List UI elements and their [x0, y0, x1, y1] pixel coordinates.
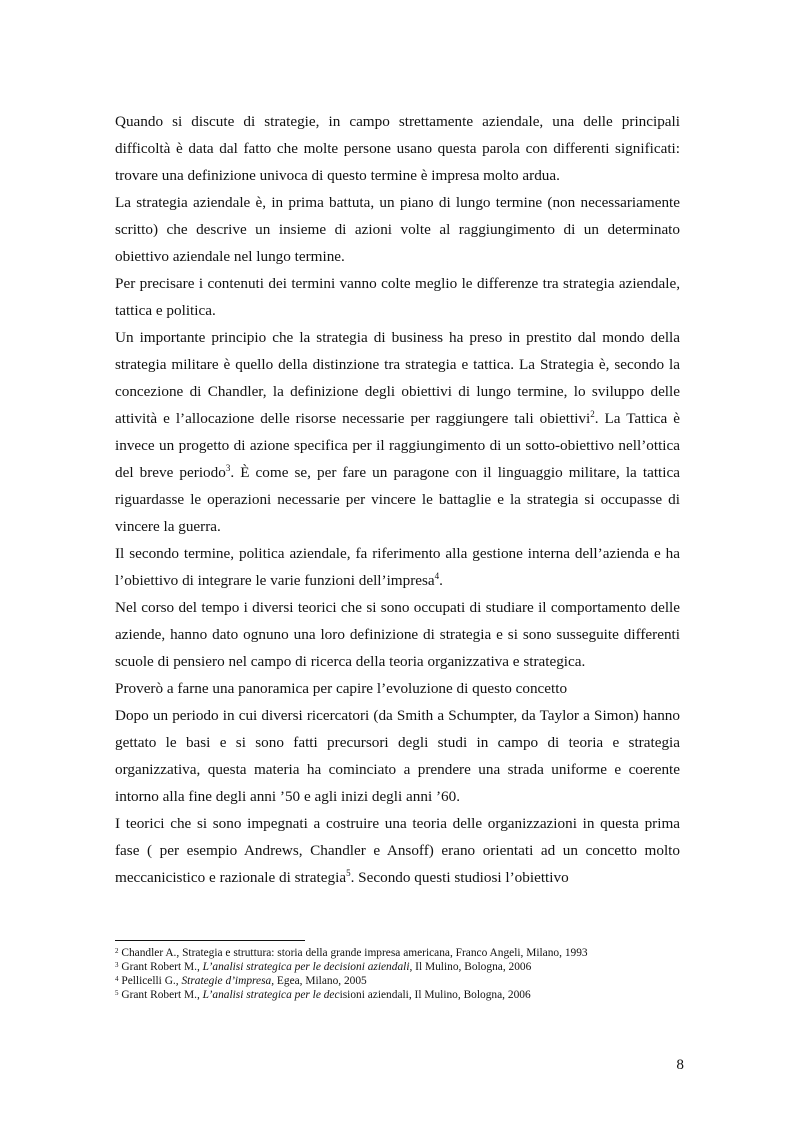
footnote: [115, 974, 695, 988]
paragraph: La strategia aziendale è, in prima battuta, un piano di lungo termine (non necessariamente scritto) che descrive un insieme di azioni volte al raggiungimento di un determinato obiettivo aziendale nel lungo termine.: [115, 194, 680, 265]
footnote: [115, 946, 695, 960]
paragraph-text: . La Tattica è invece un progetto di azione specifica per il raggiungimento di un sotto-obiettivo nell’ottica del breve periodo: [115, 410, 680, 481]
paragraph-text: Il secondo termine, politica aziendale, fa riferimento alla gestione interna dell’azienda e ha l’obiettivo di integrare le varie funzioni dell’impresa: [115, 545, 680, 589]
footnote-title: L’analisi strategica per le dec: [202, 989, 340, 1001]
paragraph: Dopo un periodo in cui diversi ricercatori (da Smith a Schumpter, da Taylor a Simon) hanno gettato le basi e si sono fatti precursori degli studi in campo di teoria e strategia organizzativa, questa materia ha cominciato a prendere una strada uniforme e coerente intorno alla fine degli anni ’50 e agli inizi degli anni ’60.: [115, 707, 680, 805]
page-number: 8: [676, 1056, 684, 1073]
footnote-number: 4: [115, 975, 119, 983]
footnote-text: Grant Robert M.,: [121, 989, 203, 1001]
footnote: [115, 988, 695, 1002]
footnote-number: 5: [115, 989, 119, 997]
footnote-number: 3: [115, 961, 119, 969]
paragraph: Proverò a farne una panoramica per capire l’evoluzione di questo concetto: [115, 680, 568, 697]
footnote-title: L’analisi strategica per le decisioni aziendali: [202, 961, 410, 973]
footnote-ref[interactable]: 5: [346, 867, 351, 878]
footnote-ref[interactable]: 4: [434, 570, 440, 581]
paragraph-text: I teorici che si sono impegnati a costruire una teoria delle organizzazioni in questa prima fase ( per esempio Andrews, Chandler e Ansoff) erano orientati ad un concetto molto meccanicistico e razionale di strategia: [115, 815, 680, 886]
footnote: [115, 960, 695, 974]
footnote-text: Grant Robert M.,: [121, 961, 203, 973]
footnote-separator: [115, 940, 305, 941]
footnote-title: , Strategie d’impresa: [175, 975, 272, 987]
paragraph: Per precisare i contenuti dei termini vanno colte meglio le differenze tra strategia aziendale, tattica e politica.: [115, 275, 680, 319]
paragraph: Quando si discute di strategie, in campo strettamente aziendale, una delle principali difficoltà è data dal fatto che molte persone usano questa parola con differenti significati: trovare una definizione univoca di questo termine è impresa molto ardua.: [115, 113, 680, 184]
footnote-ref[interactable]: 3: [225, 462, 231, 473]
footnote-number: 2: [115, 947, 119, 955]
paragraph: [115, 324, 680, 540]
footnotes: [115, 946, 695, 1002]
footnote-text: Chandler A., Strategia e struttura: storia della grande impresa americana, Franco Angeli, Milano, 1993: [121, 947, 588, 959]
paragraph: [115, 540, 680, 594]
paragraph-text: Un importante principio che la strategia di business ha preso in prestito dal mondo della strategia militare è quello della distinzione tra strategia e tattica. La Strategia è, secondo la concezione di Chandler, la definizione degli obiettivi di lungo termine, lo sviluppo delle attività e l’allocazione delle risorse necessarie per raggiungere tali obiettivi: [115, 329, 680, 427]
footnote-text: , Il Mulino, Bologna, 2006: [409, 961, 532, 973]
paragraph-text: . È come se, per fare un paragone con il linguaggio militare, la tattica riguardasse le operazioni necessarie per vincere le battaglie e la strategia si occupasse di vincere la guerra.: [115, 464, 680, 535]
footnote-text: , Egea, Milano, 2005: [271, 975, 367, 987]
footnote-ref[interactable]: 2: [590, 408, 595, 419]
paragraph-text: .: [439, 572, 443, 589]
paragraph: [115, 810, 680, 891]
paragraph: Nel corso del tempo i diversi teorici che si sono occupati di studiare il comportamento delle aziende, hanno dato ognuno una loro definizione di strategia e si sono susseguite differenti scuole di pensiero nel campo di ricerca della teoria organizzativa e strategica.: [115, 599, 680, 670]
body-text: [115, 108, 680, 891]
footnote-text: Pellicelli G.: [121, 975, 176, 987]
paragraph-text: . Secondo questi studiosi l’obiettivo: [350, 869, 569, 886]
footnote-text: isioni aziendali, Il Mulino, Bologna, 2006: [339, 989, 531, 1001]
